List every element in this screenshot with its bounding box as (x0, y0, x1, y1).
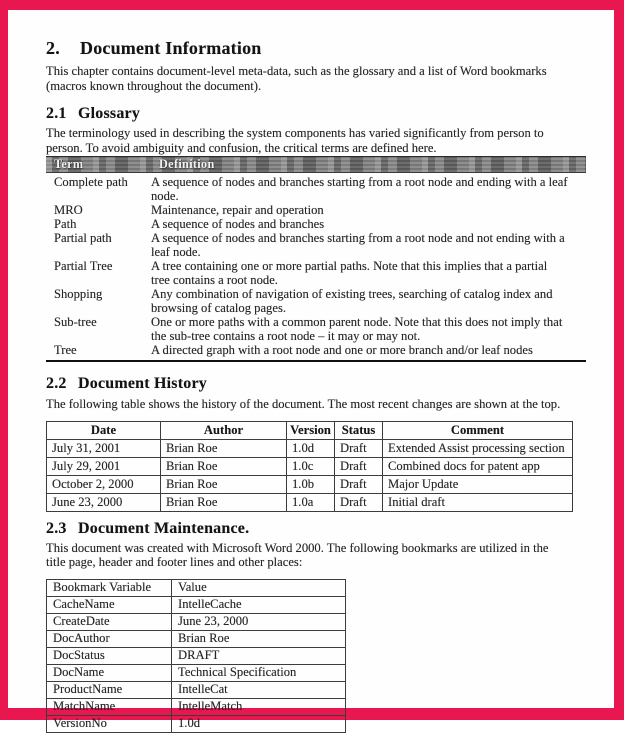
glossary-term: Partial Tree (54, 259, 113, 273)
bookmark-variable: DocName (47, 664, 172, 681)
glossary-definition: A tree containing one or more partial paths. Note that this implies that a partial tree contains a root node. (151, 259, 548, 287)
section-number: 2.1 (46, 105, 67, 122)
table-row (47, 457, 573, 475)
history-author: Brian Roe (161, 439, 287, 457)
table-row (47, 613, 346, 630)
glossary-header-definition: Definition (159, 157, 215, 171)
history-version: 1.0d (287, 439, 335, 457)
history-comment: Extended Assist processing section (383, 439, 573, 457)
table-row (47, 439, 573, 457)
glossary-row (46, 287, 586, 315)
glossary-row (46, 231, 586, 259)
glossary-row (46, 203, 586, 217)
bookmark-variable: DocAuthor (47, 630, 172, 647)
glossary-term: MRO (54, 203, 83, 217)
section-title: Document History (78, 375, 207, 392)
history-version: 1.0b (287, 475, 335, 493)
history-status: Draft (335, 493, 383, 511)
bookmark-header-row (47, 579, 346, 596)
glossary-row (46, 217, 586, 231)
table-row (47, 475, 573, 493)
history-author: Brian Roe (161, 457, 287, 475)
history-status: Draft (335, 439, 383, 457)
glossary-definition: Maintenance, repair and operation (151, 203, 324, 217)
glossary-header-term: Term (54, 157, 84, 171)
history-header-row (47, 421, 573, 439)
glossary-table-body (46, 173, 586, 362)
history-date: October 2, 2000 (47, 475, 161, 493)
glossary-definition: One or more paths with a common parent node. Note that this does not imply that the sub-tree contains a root node – it may or may not. (151, 315, 563, 343)
glossary-row (46, 259, 586, 287)
bookmark-value: Brian Roe (172, 630, 346, 647)
bookmark-value: 1.0d (172, 715, 346, 732)
glossary-row (46, 343, 586, 357)
table-row (47, 493, 573, 511)
history-date: June 23, 2000 (47, 493, 161, 511)
history-col-comment: Comment (383, 421, 573, 439)
glossary-term: Complete path (54, 175, 128, 189)
section-title: Document Information (80, 38, 262, 58)
section-title: Document Maintenance. (78, 519, 250, 537)
document-history-table (46, 421, 573, 512)
bookmark-value: June 23, 2000 (172, 613, 346, 630)
glossary-definition: A sequence of nodes and branches starting from a root node and not ending with a leaf node. (151, 231, 565, 259)
glossary-term: Tree (54, 343, 77, 357)
glossary-row (46, 315, 586, 343)
bookmark-variable: MatchName (47, 698, 172, 715)
section-heading-glossary (46, 105, 586, 123)
glossary-term: Path (54, 217, 77, 231)
document-history-paragraph: The following table shows the history of the document. The most recent changes are shown at the top. (46, 397, 561, 411)
section-heading-document-history (46, 375, 586, 393)
bookmark-value: DRAFT (172, 647, 346, 664)
section-number: 2. (46, 38, 60, 58)
bookmark-variable: CreateDate (47, 613, 172, 630)
table-row (47, 715, 346, 732)
section-number: 2.3 (46, 519, 67, 537)
glossary-definition: Any combination of navigation of existing trees, searching of catalog index and browsing of catalog pages. (151, 287, 553, 315)
document-information-paragraph: This chapter contains document-level meta-data, such as the glossary and a list of Word bookmarks (macros known throughout the document). (46, 64, 547, 93)
history-status: Draft (335, 457, 383, 475)
table-row (47, 630, 346, 647)
glossary-table-header (46, 156, 586, 173)
section-title: Glossary (78, 105, 141, 122)
history-col-version: Version (287, 421, 335, 439)
history-col-status: Status (335, 421, 383, 439)
glossary-definition: A directed graph with a root node and one or more branch and/or leaf nodes (151, 343, 533, 357)
glossary-paragraph: The terminology used in describing the system components has varied significantly from person to person. To avoid ambiguity and confusion, the critical terms are defined here. (46, 126, 544, 155)
bookmark-value: IntelleCat (172, 681, 346, 698)
bookmark-variable: VersionNo (47, 715, 172, 732)
section-number: 2.2 (46, 375, 67, 392)
glossary-term: Shopping (54, 287, 103, 301)
glossary-term: Sub-tree (54, 315, 97, 329)
glossary-definition: A sequence of nodes and branches starting from a root node and ending with a leaf node. (151, 175, 568, 203)
glossary-term: Partial path (54, 231, 112, 245)
table-row (47, 681, 346, 698)
document-maintenance-paragraph: This document was created with Microsoft Word 2000. The following bookmarks are utilized in the title page, header and footer lines and other places: (46, 540, 549, 569)
history-comment: Major Update (383, 475, 573, 493)
history-col-author: Author (161, 421, 287, 439)
bookmark-variable: CacheName (47, 596, 172, 613)
bookmark-table (46, 579, 346, 733)
history-version: 1.0a (287, 493, 335, 511)
table-row (47, 664, 346, 681)
history-date: July 31, 2001 (47, 439, 161, 457)
history-status: Draft (335, 475, 383, 493)
history-col-date: Date (47, 421, 161, 439)
history-author: Brian Roe (161, 493, 287, 511)
bookmark-value: IntelleCache (172, 596, 346, 613)
history-comment: Combined docs for patent app (383, 457, 573, 475)
table-row (47, 647, 346, 664)
bookmark-col-variable: Bookmark Variable (47, 579, 172, 596)
bookmark-value: IntelleMatch (172, 698, 346, 715)
page-content (8, 10, 614, 730)
glossary-row (46, 175, 586, 203)
table-row (47, 698, 346, 715)
table-row (47, 596, 346, 613)
bookmark-value: Technical Specification (172, 664, 346, 681)
bookmark-variable: ProductName (47, 681, 172, 698)
section-heading-document-information (46, 38, 586, 58)
glossary-definition: A sequence of nodes and branches (151, 217, 325, 231)
bookmark-variable: DocStatus (47, 647, 172, 664)
history-date: July 29, 2001 (47, 457, 161, 475)
bookmark-col-value: Value (172, 579, 346, 596)
history-comment: Initial draft (383, 493, 573, 511)
section-heading-document-maintenance (46, 520, 586, 538)
history-version: 1.0c (287, 457, 335, 475)
history-author: Brian Roe (161, 475, 287, 493)
